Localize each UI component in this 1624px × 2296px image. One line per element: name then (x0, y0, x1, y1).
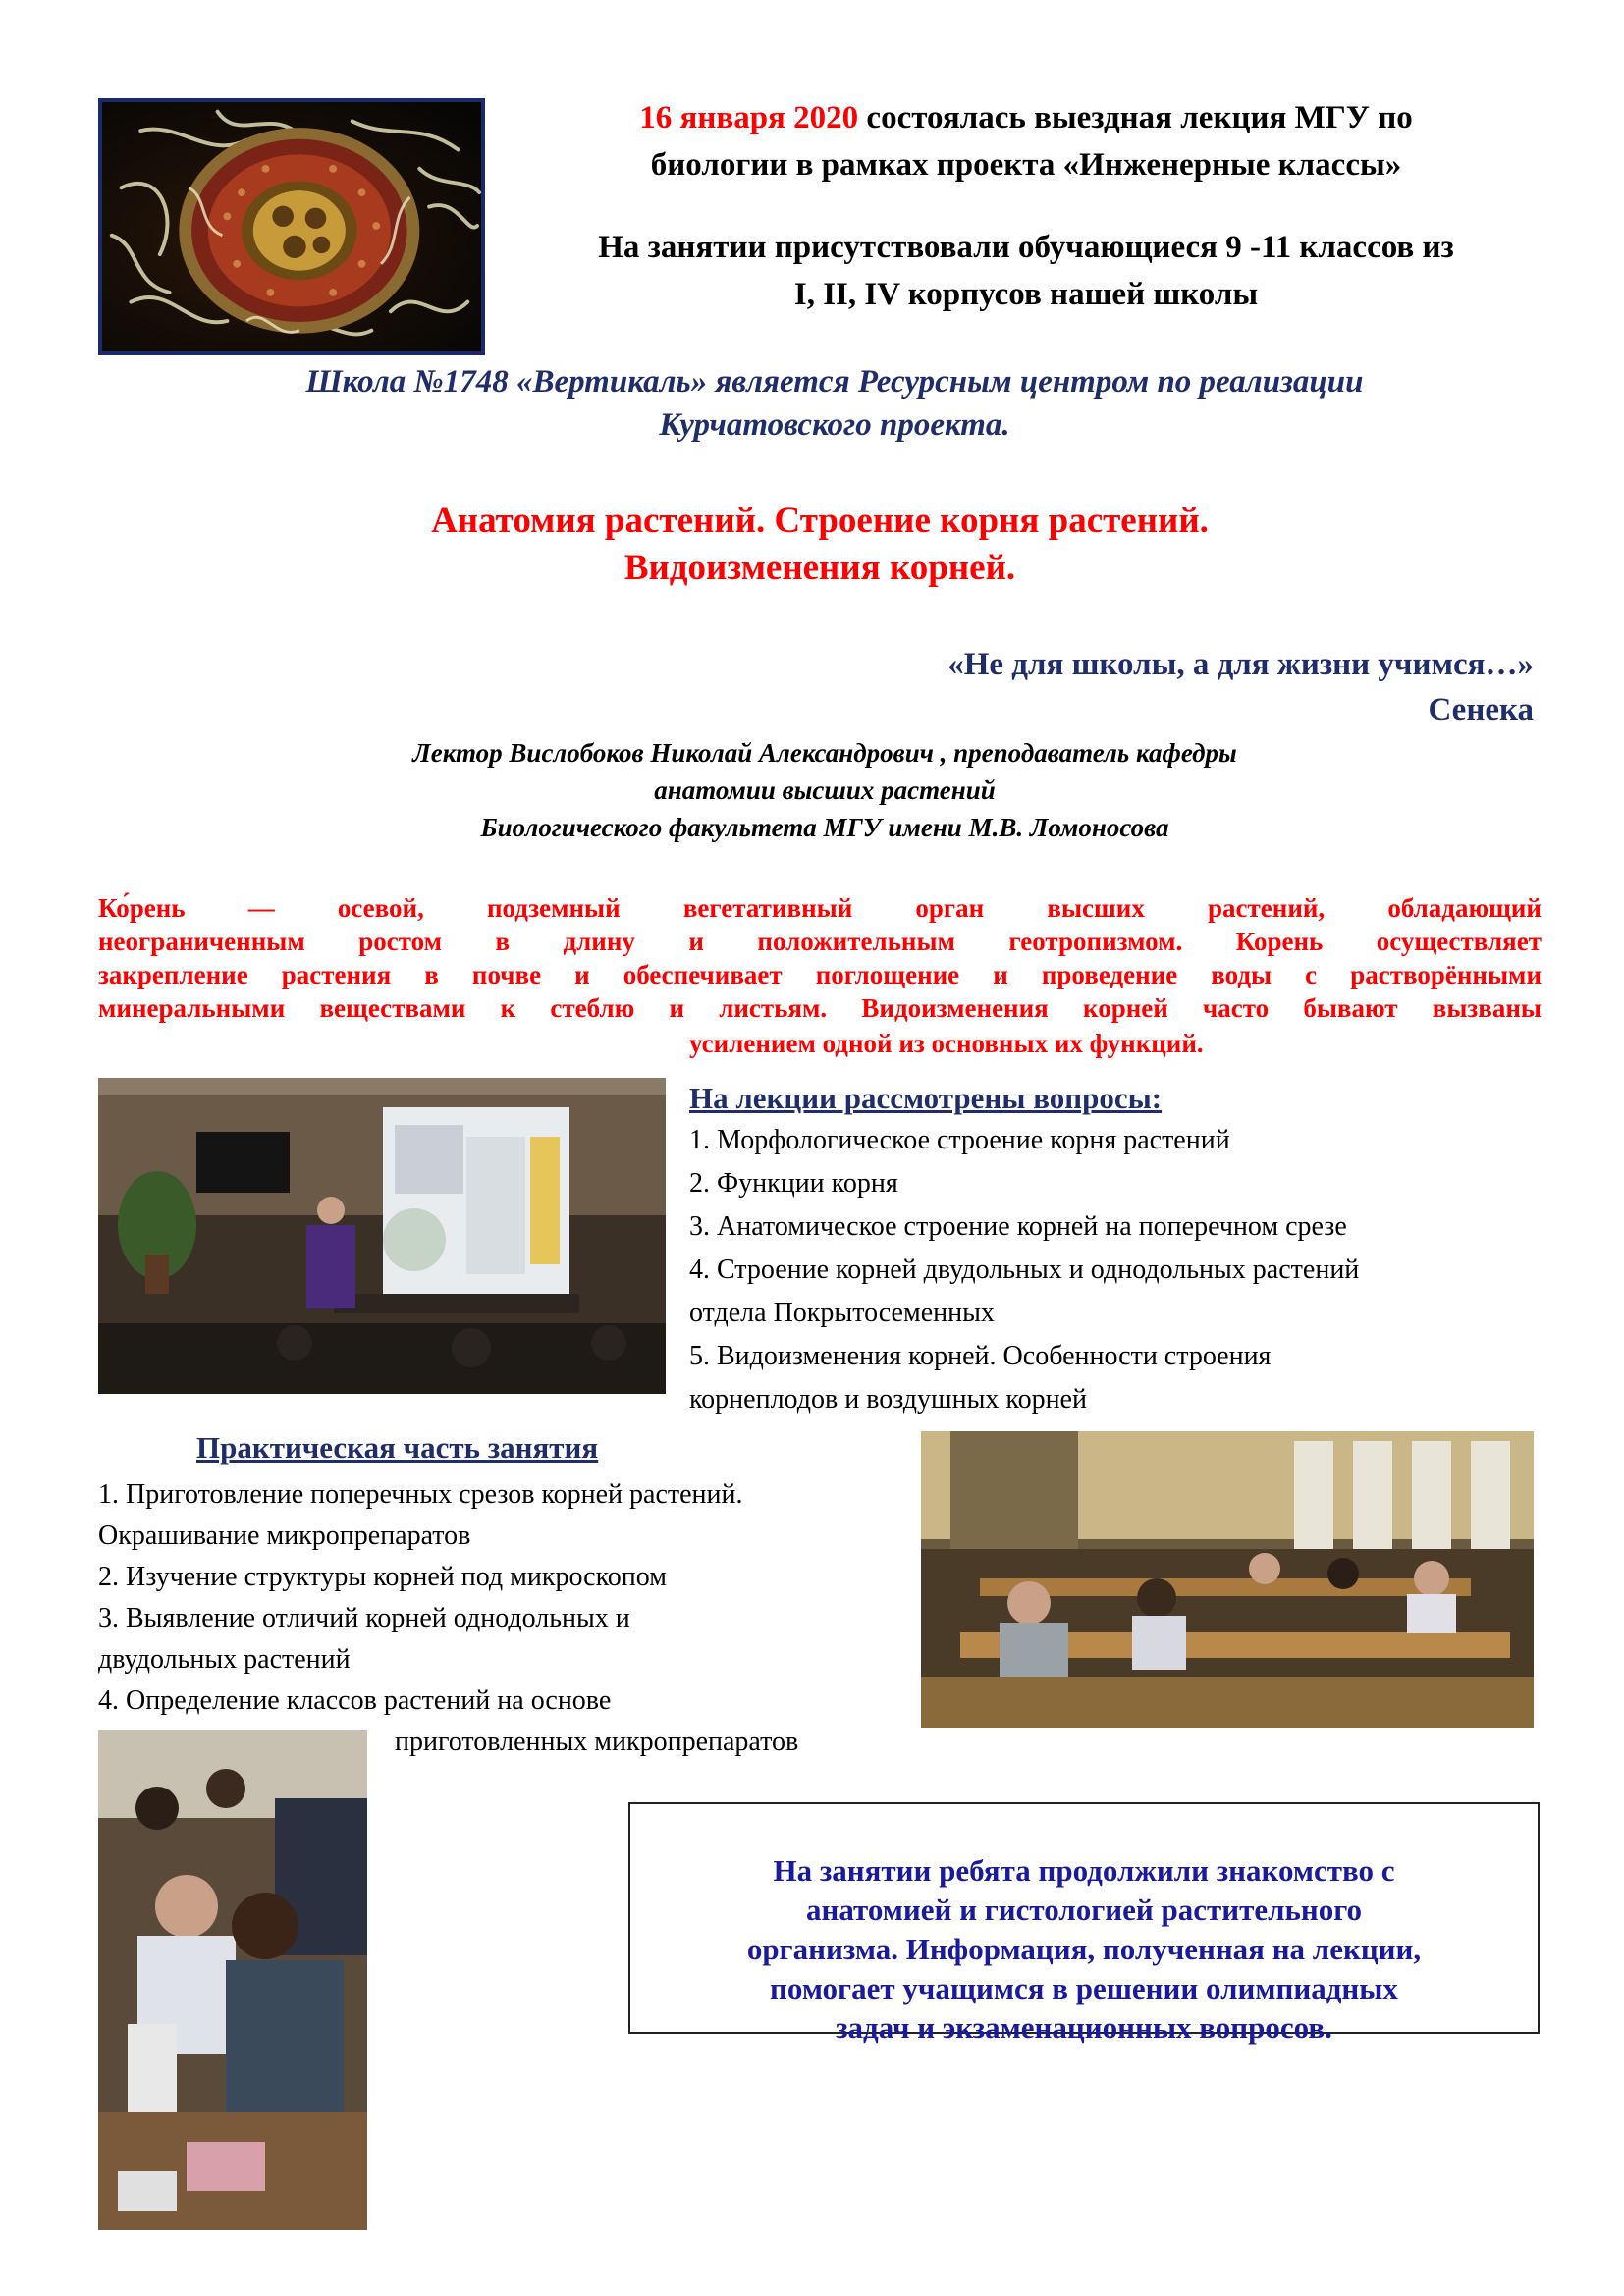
list-item: 4. Строение корней двудольных и однодольных растений (689, 1255, 1360, 1285)
list-item: 1. Приготовление поперечных срезов корней растений. (98, 1479, 743, 1510)
summary-line-5: задач и экзаменационных вопросов. (836, 2010, 1332, 2045)
lecture-topics-list (689, 1119, 1359, 1421)
definition-line-4: минеральными веществами к стеблю и листьям. Видоизменения корней часто бывают вызваны (98, 993, 1542, 1023)
practical-list (98, 1474, 903, 1722)
lecturer-line-3: Биологического факультета МГУ имени М.В. Ломоносова (480, 813, 1169, 842)
lecture-topics-heading: На лекции рассмотрены вопросы: (689, 1081, 1163, 1115)
list-item: 3. Выявление отличий корней однодольных и (98, 1603, 630, 1633)
school-line-1: Школа №1748 «Вертикаль» является Ресурсным центром по реализации (305, 364, 1364, 400)
topic-title-line-2: Видоизменения корней. (623, 548, 1016, 588)
header-line-4: I, II, IV корпусов нашей школы (793, 277, 1259, 312)
lecture-photo (98, 1078, 666, 1394)
epigraph-quote: «Не для школы, а для жизни учимся…» (947, 647, 1534, 682)
definition-line-3: закрепление растения в почве и обеспечивает поглощение и проведение воды с растворёнными (98, 960, 1542, 989)
definition-line-1: Ко́рень — осевой, подземный вегетативный орган высших растений, обладающий (98, 893, 1542, 923)
header-line-2: биологии в рамках проекта «Инженерные классы» (650, 147, 1402, 183)
list-item: Окрашивание микропрепаратов (98, 1521, 471, 1551)
list-item: 1. Морфологическое строение корня растений (689, 1125, 1230, 1155)
list-item: 2. Функции корня (689, 1168, 898, 1199)
list-item: 3. Анатомическое строение корней на поперечном срезе (689, 1211, 1347, 1242)
summary-line-4: помогает учащимся в решении олимпиадных (770, 1971, 1398, 2005)
header-line-3: На занятии присутствовали обучающиеся 9 -11 классов из (598, 230, 1454, 265)
practical-heading: Практическая часть занятия (196, 1430, 599, 1465)
summary-line-2: анатомией и гистологией растительного (805, 1893, 1363, 1927)
summary-line-3: организма. Информация, полученная на лекции, (746, 1932, 1422, 1966)
definition-line-2: неограниченным ростом в длину и положительным геотропизмом. Корень осуществляет (98, 927, 1542, 956)
list-item: 2. Изучение структуры корней под микроскопом (98, 1562, 667, 1592)
root-micrograph-image (98, 98, 485, 355)
topic-title-line-1: Анатомия растений. Строение корня растений. (431, 501, 1209, 541)
epigraph-author: Сенека (1428, 692, 1534, 727)
practical-list-item-continuation: приготовленных микропрепаратов (395, 1727, 799, 1757)
list-item: корнеплодов и воздушных корней (689, 1384, 1087, 1415)
lecture-date: 16 января 2020 (639, 100, 859, 135)
students-microscope-photo (98, 1730, 367, 2230)
list-item: 5. Видоизменения корней. Особенности строения (689, 1341, 1272, 1371)
header-line-1: 16 января 2020 состоялась выездная лекция МГУ по (639, 100, 1413, 135)
lecturer-line-2: анатомии высших растений (654, 775, 996, 805)
lecturer-line-1: Лектор Вислобоков Николай Александрович , преподаватель кафедры (412, 738, 1237, 768)
classroom-photo (921, 1431, 1534, 1728)
school-line-2: Курчатовского проекта. (659, 407, 1010, 443)
list-item: 4. Определение классов растений на основе (98, 1685, 612, 1716)
list-item: отдела Покрытосеменных (689, 1298, 995, 1328)
definition-line-5: усилением одной из основных их функций. (689, 1029, 1204, 1058)
list-item: двудольных растений (98, 1644, 351, 1675)
summary-line-1: На занятии ребята продолжили знакомство с (773, 1853, 1395, 1888)
